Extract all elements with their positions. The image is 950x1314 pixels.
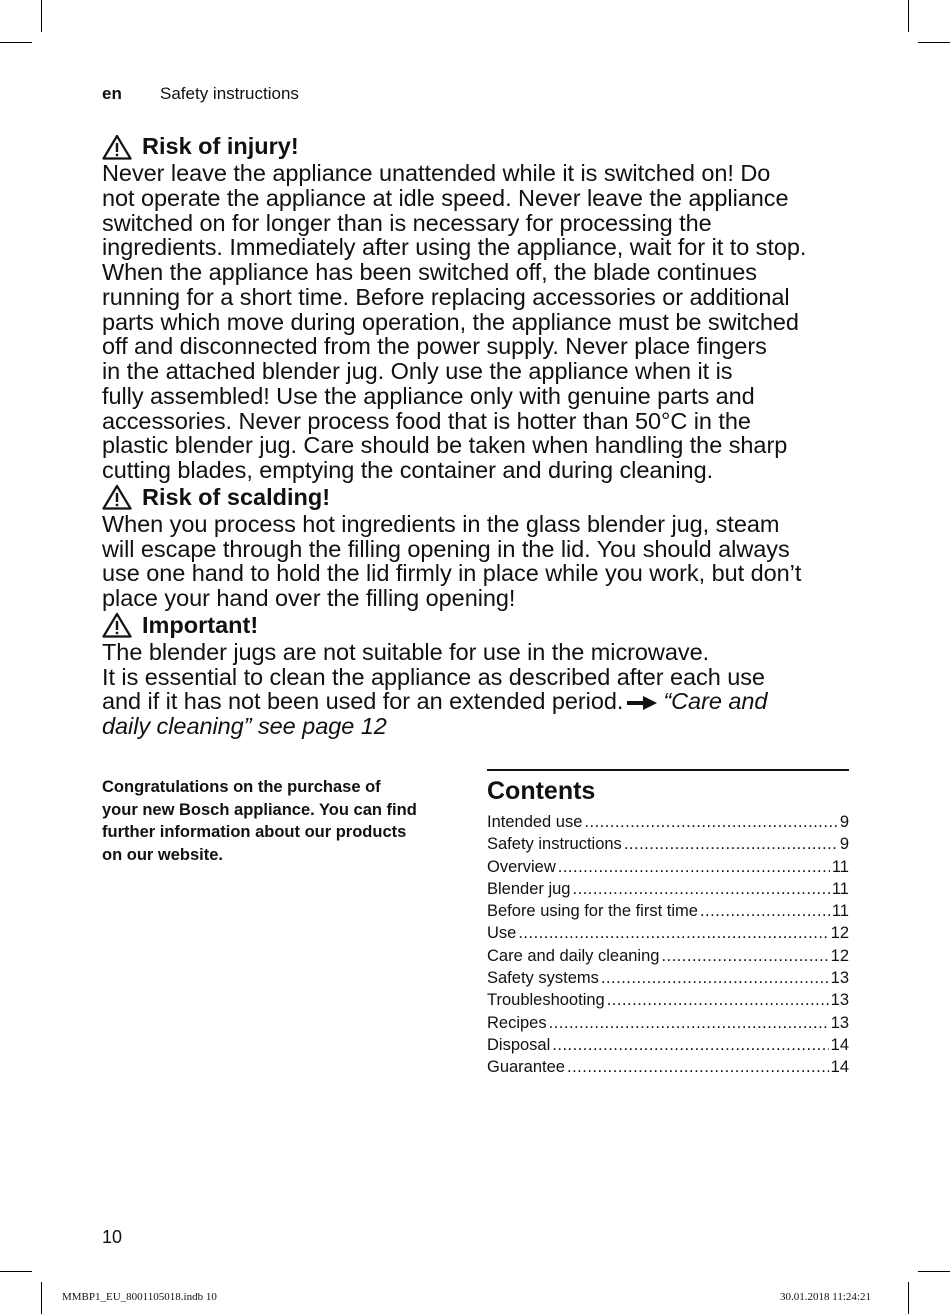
toc-item[interactable]: Intended use ..... 9 [487,811,849,833]
toc-item[interactable]: Overview ..... 11 [487,856,849,878]
running-header [102,84,299,104]
toc-item[interactable]: Disposal ..... 14 [487,1034,849,1056]
warning-text-important: The blender jugs are not suitable for use in the microwave. It is essential to clean the appliance as described after each use and if it has not been used for an extended period. “Care and daily cleaning” see page 12 [102,640,862,739]
toc-list [487,811,849,1079]
toc-item[interactable]: Safety instructions ..... 9 [487,833,849,855]
crop-mark [918,42,950,43]
warning-title-scalding: Risk of scalding! [102,483,862,512]
warning-text-scalding: When you process hot ingredients in the glass blender jug, steam will escape through the filling opening in the lid. You should always use one hand to hold the lid firmly in place while you work, but don’t place your hand over the filling opening! [102,510,802,611]
crop-mark [918,1271,950,1272]
crop-mark [908,0,909,32]
contents-title: Contents [487,777,596,805]
cross-reference-link[interactable]: “Care and [663,688,768,715]
crop-mark [0,1271,32,1272]
warning-title-important: Important! [102,611,862,640]
toc-item[interactable]: Guarantee ..... 14 [487,1056,849,1078]
toc-item[interactable]: Troubleshooting ..... 13 [487,989,849,1011]
toc-item[interactable]: Recipes ..... 13 [487,1012,849,1034]
section-title: Safety instructions [160,84,299,103]
print-file-info: MMBP1_EU_8001105018.indb 10 [62,1291,217,1303]
warning-text-injury: Never leave the appliance unattended while it is switched on! Do not operate the appliance at idle speed. Never leave the appliance switched on for longer than is necessary for processing the ingredients. Immediately after using the appliance, wait for it to stop. When the appliance has been switched off, the blade continues running for a short time. Before replacing accessories or additional parts which move during operation, the appliance must be switched off and disconnected from the power supply. Never place fingers in the attached blender jug. Only use the appliance when it is fully assembled! Use the appliance only with genuine parts and accessories. Never process food that is hotter than 50°C in the plastic blender jug. Care should be taken when handling the sharp cutting blades, emptying the container and during cleaning. [102,160,807,483]
warning-triangle-icon [102,612,132,638]
print-timestamp: 30.01.2018 11:24:21 [780,1291,871,1303]
warning-title-injury: Risk of injury! [102,132,862,161]
safety-warnings [102,132,862,739]
page-number: 10 [102,1227,123,1247]
crop-mark [41,1282,42,1314]
language-code: en [102,84,122,103]
contents-divider [487,769,849,771]
crop-mark [0,42,32,43]
toc-item[interactable]: Use ..... 12 [487,922,849,944]
warning-triangle-icon [102,134,132,160]
toc-item[interactable]: Safety systems ..... 13 [487,967,849,989]
intro-text: Congratulations on the purchase of your new Bosch appliance. You can find further information about our products on our website. [102,778,417,864]
toc-item[interactable]: Blender jug ..... 11 [487,878,849,900]
arrow-right-icon [627,696,657,710]
toc-item[interactable]: Before using for the first time ..... 11 [487,900,849,922]
cross-reference-link[interactable]: daily cleaning” see page 12 [102,713,387,739]
warning-triangle-icon [102,484,132,510]
crop-mark [908,1282,909,1314]
table-of-contents [487,769,849,1079]
cross-reference-line: and if it has not been used for an extended period. “Care and [102,688,768,715]
toc-item[interactable]: Care and daily cleaning ..... 12 [487,945,849,967]
crop-mark [41,0,42,32]
